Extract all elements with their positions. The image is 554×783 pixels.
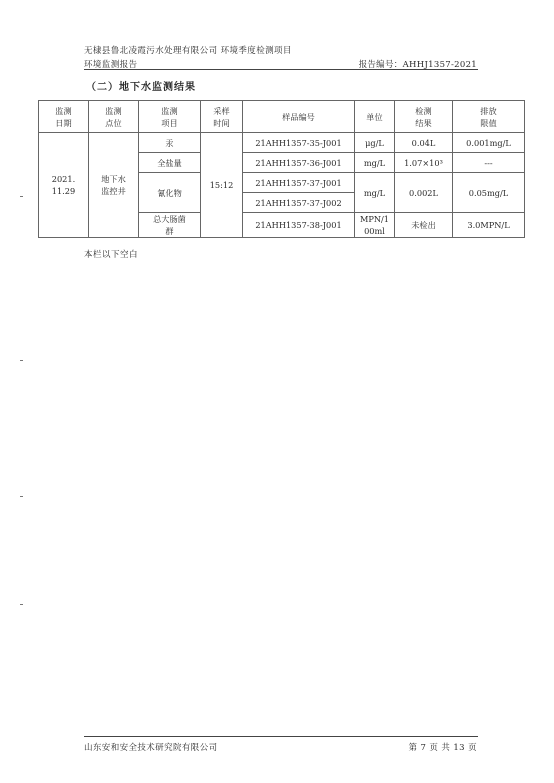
footer-organization: 山东安和安全技术研究院有限公司: [84, 743, 218, 753]
col-header-time: 采样 时间: [201, 101, 243, 133]
header-report-type: 环境监测报告: [84, 60, 138, 70]
binding-hole-mark: [20, 604, 23, 605]
limit-cell: 3.0MPN/L: [453, 213, 525, 238]
limit-cell: 0.001mg/L: [453, 133, 525, 153]
header-report-number: 报告编号：AHHJ1357-2021: [358, 60, 477, 70]
limit-cell: ---: [453, 153, 525, 173]
unit-cell: mg/L: [355, 153, 395, 173]
sample-cell: 21AHH1357-38-J001: [243, 213, 355, 238]
col-header-date: 监测 日期: [39, 101, 89, 133]
sample-cell: 21AHH1357-37-J002: [243, 193, 355, 213]
sample-cell: 21AHH1357-37-J001: [243, 173, 355, 193]
result-cell: 0.04L: [395, 133, 453, 153]
binding-hole-mark: [20, 196, 23, 197]
unit-cell: MPN/1 00ml: [355, 213, 395, 238]
item-cell: 汞: [139, 133, 201, 153]
groundwater-results-table: [38, 100, 525, 238]
item-cell: 总大肠菌 群: [139, 213, 201, 238]
unit-cell: mg/L: [355, 173, 395, 213]
col-header-site: 监测 点位: [89, 101, 139, 133]
section-title: （二）地下水监测结果: [86, 82, 196, 93]
col-header-result: 检测 结果: [395, 101, 453, 133]
col-header-item: 监测 项目: [139, 101, 201, 133]
result-cell: 1.07×10³: [395, 153, 453, 173]
item-cell: 全盐量: [139, 153, 201, 173]
item-cell: 氰化物: [139, 173, 201, 213]
result-cell: 0.002L: [395, 173, 453, 213]
binding-hole-mark: [20, 496, 23, 497]
time-cell: 15:12: [201, 133, 243, 238]
col-header-sample: 样品编号: [243, 101, 355, 133]
result-cell: 未检出: [395, 213, 453, 238]
col-header-limit: 排放 限值: [453, 101, 525, 133]
date-cell: 2021. 11.29: [39, 133, 89, 238]
sample-cell: 21AHH1357-36-J001: [243, 153, 355, 173]
col-header-unit: 单位: [355, 101, 395, 133]
footer-page-number: 第 7 页 共 13 页: [408, 743, 477, 753]
binding-hole-mark: [20, 360, 23, 361]
sample-cell: 21AHH1357-35-J001: [243, 133, 355, 153]
site-cell: 地下水 监控井: [89, 133, 139, 238]
blank-below-note: 本栏以下空白: [84, 250, 139, 260]
footer-divider: [84, 736, 478, 737]
unit-cell: μg/L: [355, 133, 395, 153]
limit-cell: 0.05mg/L: [453, 173, 525, 213]
table-header-row: [39, 101, 525, 133]
table-row: [39, 133, 525, 153]
header-company-project: 无棣县鲁北凌霞污水处理有限公司 环境季度检测项目: [84, 46, 292, 56]
header-divider: [84, 69, 478, 70]
